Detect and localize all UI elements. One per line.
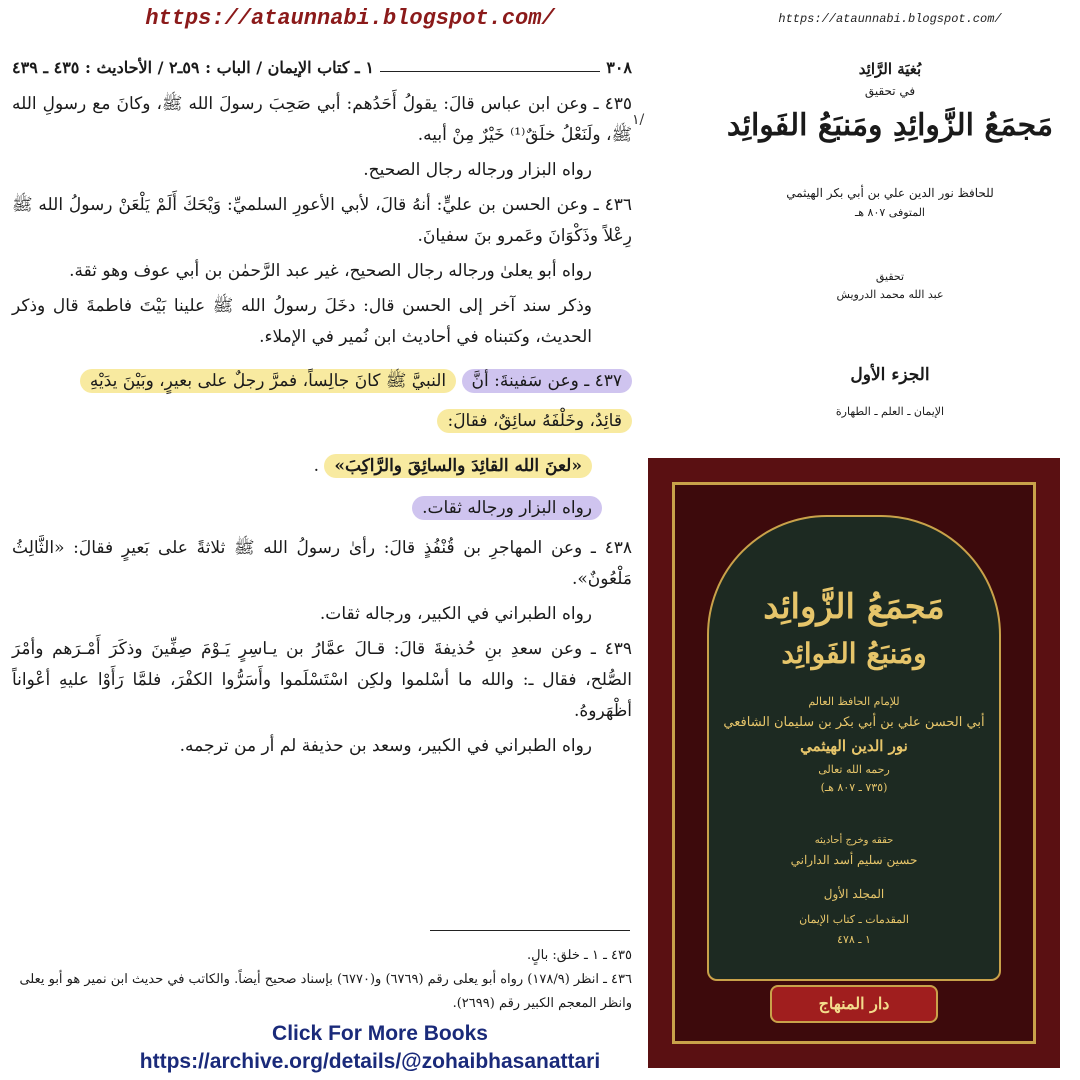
cover-edited-by: حققه وخرج أحاديثه [814, 835, 894, 846]
cover-range: ١ ـ ٤٧٨ [837, 933, 871, 946]
hadith-437-highlight-purple: ٤٣٧ ـ وعن سَفينةَ: أنَّ [462, 369, 632, 393]
margin-mark: ١/ [632, 112, 645, 128]
cover-by: للإمام الحافظ العالم [808, 695, 900, 708]
hadith-438: ٤٣٨ ـ وعن المهاجرِ بن قُنْفُذٍ قالَ: رأىٰ رسولُ الله ﷺ ثلاثةً على بَعيرٍ فقالَ: «الثَّالِثُ مَلْعُونٌ». [12, 538, 632, 589]
hadith-437 [12, 361, 632, 441]
cover-title-line2: ومَنبَعُ الفَوائِد [781, 637, 927, 670]
cover-dates: (٧٣٥ ـ ٨٠٧ هـ) [820, 781, 888, 794]
title-editor: عبد الله محمد الدرويش [836, 288, 944, 301]
hadith-439: ٤٣٩ ـ وعن سعدِ بنِ حُذيفةَ قالَ: قـالَ عمَّارُ بن يـاسِرٍ يَـوْمَ صِفِّينَ وذكَرَ أَمْـرَهم وأمْرَ الصُّلح، فقال ـ: والله ما أسْلموا ولكِن اسْتَسْلَموا وأَسَرُّوا الكفْرَ، فلمَّا رَأَوْا عليهِ أعْواناً أظْهَروهُ. [12, 639, 632, 721]
promo-link[interactable]: https://archive.org/details/@zohaibhasanattari [139, 1050, 601, 1073]
hadith-435: ٤٣٥ ـ وعن ابن عباس قالَ: يقولُ أَحَدُهم: أبي صَحِبَ رسولَ الله ﷺ، وكانَ مع رسولِ الله ﷺ، ولَنَعْلُ خلَقٌ⁽¹⁾ خَيْرٌ مِنْ أبيه. [12, 94, 632, 145]
chapter-heading: ١ ـ كتاب الإيمان / الباب : ٥٩ـ٢ / الأحاديث : ٤٣٥ ـ ٤٣٩ [12, 58, 374, 77]
title-author: للحافظ نور الدين علي بن أبي بكر الهيثمي [786, 186, 994, 200]
book-page [12, 58, 632, 762]
title-volume: الجزء الأول [850, 365, 930, 385]
cover-contents: المقدمات ـ كتاب الإيمان [799, 913, 909, 926]
watermark-url-right: https://ataunnabi.blogspot.com/ [778, 12, 1002, 26]
cover-author-line2: نور الدين الهيثمي [800, 737, 908, 755]
hadith-437-quote-highlight: «لعنَ الله القائِدَ والسائِقَ والرَّاكِبَ» [324, 454, 592, 478]
promo-text[interactable]: Click For More Books [272, 1022, 488, 1045]
hadith-438-source: رواه الطبراني في الكبير، ورجاله ثقات. [319, 604, 592, 624]
cover-panel [707, 515, 1001, 981]
title-main: مَجمَعُ الزَّوائِدِ ومَنبَعُ الفَوائِد [726, 108, 1054, 143]
cover-volume: المجلد الأول [823, 887, 885, 901]
hadith-437-source-highlight: رواه البزار ورجاله ثقات. [412, 496, 602, 520]
cover-border [672, 482, 1036, 1044]
hadith-437-source [12, 489, 632, 527]
title-in-tahqiq: في تحقيق [864, 84, 916, 98]
hadith-437-quote: «لعنَ الله القائِدَ والسائِقَ والرَّاكِبَ» . [12, 447, 632, 485]
footnotes [12, 944, 632, 1016]
watermark-url-left: https://ataunnabi.blogspot.com/ [145, 6, 555, 31]
title-tahqiq-label: تحقيق [875, 270, 905, 283]
footnote-2: ٤٣٦ ـ انظر (١٧٨/٩) رواه أبو يعلى رقم (٦٧٦٩) و(٦٧٧٠) بإسناد صحيح أيضاً. والكاتب في حديث ابن نمير هو أبو يعلى وانظر المعجم الكبير رقم (٢٦٩٩). [19, 972, 632, 1011]
title-contents: الإيمان ـ العلم ـ الطهارة [835, 405, 945, 418]
cover-publisher: دار المنهاج [770, 985, 938, 1023]
hadith-436-source: رواه أبو يعلىٰ ورجاله رجال الصحيح، غير عبد الرَّحمٰن بن أبي عوف وهو ثقة. [69, 261, 592, 281]
cover-author-line1: أبي الحسن علي بن أبي بكر بن سليمان الشافعي [723, 715, 985, 730]
title-pre: بُغيَة الرَّائِد [858, 60, 922, 78]
footnote-rule [430, 930, 630, 931]
cover-editor: حسين سليم أسد الداراني [790, 853, 918, 867]
header-rule [380, 71, 600, 72]
title-died: المتوفى ٨٠٧ هـ [855, 206, 925, 219]
hadith-436: ٤٣٦ ـ وعن الحسن بن عليٍّ: أنهُ قالَ، لأبي الأعورِ السلميِّ: وَيْحَكَ أَلَمْ يَلْعَنْ رسولُ الله ﷺ رِعْلاً وذَكْوَانَ وعَمرو بنَ سفيانَ. [12, 195, 632, 246]
hadith-439-source: رواه الطبراني في الكبير، وسعد بن حذيفة لم أر من ترجمه. [179, 736, 592, 756]
running-head [12, 58, 632, 77]
book-cover-image [648, 458, 1060, 1068]
page-number: ٣٠٨ [606, 58, 632, 77]
cover-rahimahu: رحمه الله تعالى [818, 763, 890, 776]
cover-title-line1: مَجمَعُ الزَّوائِد [763, 587, 945, 627]
hadith-435-source: رواه البزار ورجاله رجال الصحيح. [363, 160, 592, 180]
hadith-437-highlight-yellow: النبيَّ ﷺ كانَ جالِساً، فمرَّ رجلٌ على بعيرٍ، وبَيْنَ يدَيْهِ [80, 369, 456, 393]
hadith-436-note: وذكر سند آخر إلى الحسن قال: دخَلَ رسولُ الله ﷺ علينا بَيْتَ فاطمةَ قال وذكر الحديث، وكتبناه في أحاديث ابن نُمير في الإملاء. [12, 296, 592, 347]
hadith-437-highlight-yellow-2: قائِدٌ، وخَلْفَهُ سائِقٌ، فقالَ: [437, 409, 632, 433]
footnote-1: ٤٣٥ ـ ١ ـ خلق: بالٍ. [527, 948, 632, 963]
